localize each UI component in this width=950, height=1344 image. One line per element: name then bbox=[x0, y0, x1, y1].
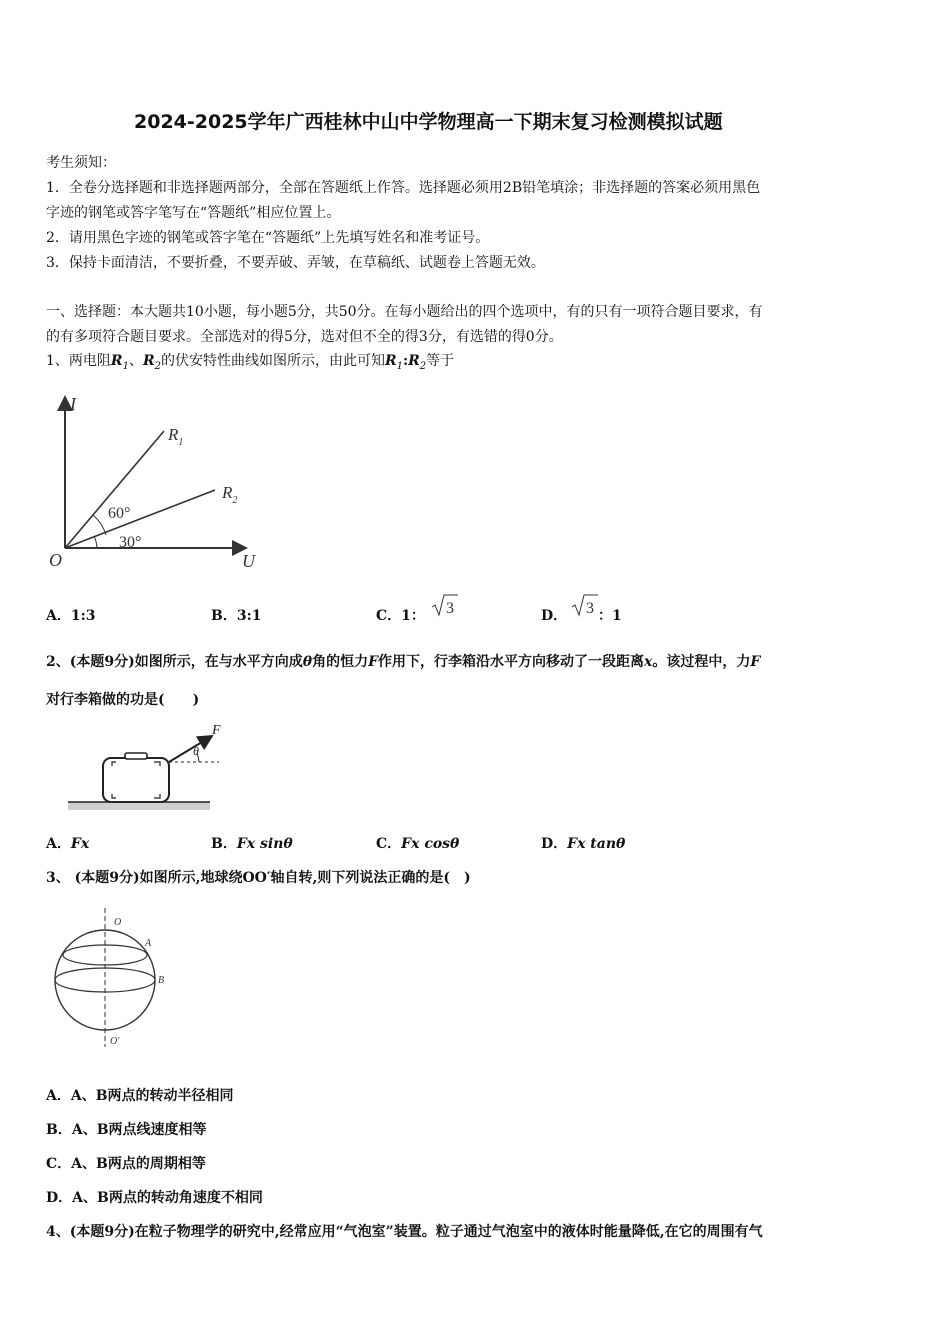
q3-option-a: A．A、B两点的转动半径相同 bbox=[46, 1088, 234, 1104]
q2-option-c: C．Fx cosθ bbox=[376, 836, 460, 852]
question-2-stem-cont: 对行李箱做的功是( ) bbox=[46, 692, 200, 708]
origin-label: O bbox=[49, 550, 62, 570]
notice-item: 1．全卷分选择题和非选择题两部分，全部在答题纸上作答。选择题必须用2B铅笔填涂；非选择题的答案必须用黑色 bbox=[46, 180, 761, 196]
force-arrow bbox=[169, 736, 212, 762]
notice-item: 2．请用黑色字迹的钢笔或答字笔在“答题纸”上先填写姓名和准考证号。 bbox=[46, 230, 490, 246]
section-intro: 的有多项符合题目要求。全部选对的得5分，选对但不全的得3分，有选错的得0分。 bbox=[46, 329, 563, 345]
angle-60-label: 60° bbox=[108, 505, 131, 522]
angle-arc-30 bbox=[94, 536, 97, 548]
angle-label: θ bbox=[193, 744, 199, 758]
r2-label: $R_2$ bbox=[222, 483, 238, 506]
notice-item: 字迹的钢笔或答字笔写在“答题纸”相应位置上。 bbox=[46, 205, 341, 221]
question-4-stem: 4、(本题9分)在粒子物理学的研究中,经常应用“气泡室”装置。粒子通过气泡室中的液体时能量降低,在它的周围有气 bbox=[46, 1224, 763, 1240]
label-a: A bbox=[145, 938, 152, 949]
sqrt-3-d bbox=[570, 592, 600, 618]
q1-option-b: B．3:1 bbox=[211, 608, 262, 624]
q3-option-c: C．A、B两点的周期相等 bbox=[46, 1156, 206, 1172]
suitcase-handle bbox=[125, 753, 147, 759]
r1-label: $R_1$ bbox=[168, 425, 184, 448]
sqrt-3-c bbox=[430, 592, 460, 618]
earth-figure bbox=[50, 905, 180, 1050]
q3-option-b: B．A、B两点线速度相等 bbox=[46, 1122, 207, 1138]
angle-arc-60 bbox=[93, 515, 106, 535]
q3-option-d: D．A、B两点的转动角速度不相同 bbox=[46, 1190, 263, 1206]
question-1-stem: 1、两电阻$R_1$、$R_2$的伏安特性曲线如图所示，由此可知$R_1:R_2$等于 bbox=[46, 353, 455, 372]
force-label: F bbox=[212, 723, 221, 738]
label-o: O bbox=[114, 917, 122, 928]
section-intro: 一、选择题：本大题共10小题，每小题5分，共50分。在每小题给出的四个选项中，有的只有一项符合题目要求，有 bbox=[46, 304, 763, 320]
axis-label-i: I bbox=[70, 394, 76, 414]
q1-option-d-suffix: ：1 bbox=[598, 608, 622, 624]
notice-item: 3．保持卡面清洁，不要折叠，不要弄破、弄皱，在草稿纸、试题卷上答题无效。 bbox=[46, 255, 545, 271]
q1-option-a: A．1:3 bbox=[46, 608, 96, 624]
page-title: 2024-2025学年广西桂林中山中学物理高一下期末复习检测模拟试题 bbox=[134, 111, 723, 133]
label-o-prime: O′ bbox=[110, 1036, 120, 1047]
axis-label-u: U bbox=[242, 551, 255, 571]
r1-line bbox=[65, 431, 164, 548]
iu-graph-figure bbox=[40, 385, 270, 580]
question-2-stem: 2、(本题9分)如图所示，在与水平方向成θ角的恒力F作用下，行李箱沿水平方向移动了一段距离x。该过程中，力F bbox=[46, 654, 761, 670]
svg-text:3: 3 bbox=[446, 600, 454, 617]
suitcase bbox=[103, 758, 169, 802]
svg-text:3: 3 bbox=[586, 600, 594, 617]
ground bbox=[68, 802, 210, 810]
q1-option-d: D． bbox=[541, 608, 568, 624]
label-b: B bbox=[158, 975, 165, 986]
question-3-stem: 3、 (本题9分)如图所示,地球绕OO′轴自转,则下列说法正确的是( ) bbox=[46, 870, 471, 886]
suitcase-figure bbox=[65, 718, 221, 813]
q2-option-a: A．Fx bbox=[46, 836, 90, 852]
notice-heading: 考生须知： bbox=[46, 155, 116, 171]
q2-option-d: D．Fx tanθ bbox=[541, 836, 626, 852]
q1-option-c: C．1： bbox=[376, 608, 425, 624]
q2-option-b: B．Fx sinθ bbox=[211, 836, 293, 852]
angle-30-label: 30° bbox=[119, 534, 142, 551]
